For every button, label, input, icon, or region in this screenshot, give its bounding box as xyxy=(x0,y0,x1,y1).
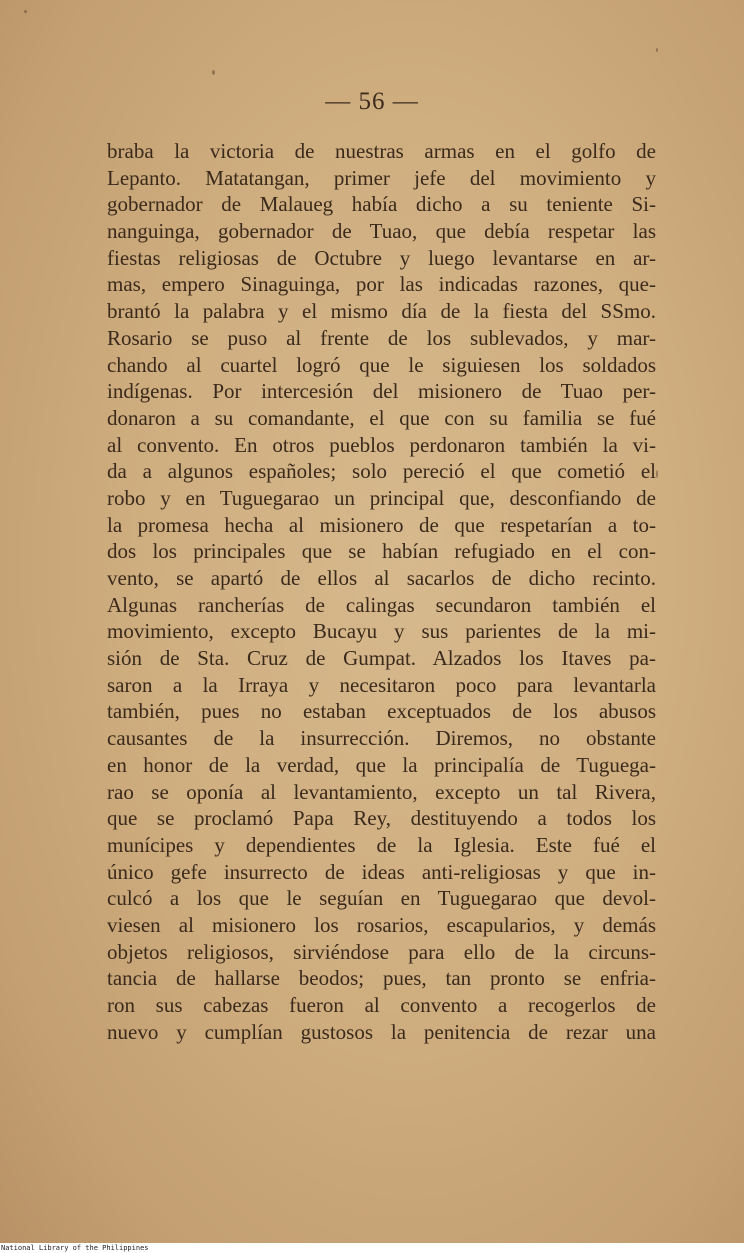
text-line: chando al cuartel logró que le siguiesen los soldados xyxy=(107,352,656,377)
text-line: vento, se apartó de ellos al sacarlos de dicho recinto. xyxy=(107,566,656,590)
text-line: nuevo y cumplían gustosos la penitencia de rezar una xyxy=(107,1019,656,1044)
text-line: saron a la Irraya y necesitaron poco para levantarla xyxy=(107,672,656,697)
text-line: objetos religiosos, sirviéndose para ello de la circuns- xyxy=(107,939,656,964)
text-line: causantes de la insurrección. Diremos, no obstante xyxy=(107,726,656,751)
text-line: la promesa hecha al misionero de que respetarían a to- xyxy=(107,512,656,537)
library-credit: National Library of the Philippines xyxy=(1,1244,149,1252)
text-line: munícipes y dependientes de la Iglesia. Este fué el xyxy=(107,832,656,857)
text-line: gobernador de Malaueg había dicho a su teniente Si- xyxy=(107,192,656,217)
text-line: Lepanto. Matatangan, primer jefe del movimiento y xyxy=(107,165,656,190)
paper-speck xyxy=(656,48,658,52)
text-line: indígenas. Por intercesión del misionero de Tuao per- xyxy=(107,379,656,404)
text-line: culcó a los que le seguían en Tuguegarao que devol- xyxy=(107,886,656,911)
text-line: Algunas rancherías de calingas secundaron también el xyxy=(107,592,656,617)
text-line: sión de Sta. Cruz de Gumpat. Alzados los Itaves pa- xyxy=(107,646,656,671)
text-line: al convento. En otros pueblos perdonaron también la vi- xyxy=(107,432,656,457)
text-line: Rosario se puso al frente de los sublevados, y mar- xyxy=(107,325,656,350)
text-line: viesen al misionero los rosarios, escapularios, y demás xyxy=(107,912,656,937)
text-line: braba la victoria de nuestras armas en el golfo de xyxy=(107,139,656,163)
paper-speck xyxy=(24,10,27,13)
text-line: robo y en Tuguegarao un principal que, desconfiando de xyxy=(107,485,656,510)
text-line: fiestas religiosas de Octubre y luego levantarse en ar- xyxy=(107,245,656,270)
text-line: brantó la palabra y el mismo día de la fiesta del SSmo. xyxy=(107,299,656,324)
paper-speck xyxy=(212,70,215,75)
text-line: da a algunos españoles; solo pereció el que cometió el xyxy=(107,459,656,484)
paper-speck xyxy=(656,470,658,478)
text-line: también, pues no estaban exceptuados de los abusos xyxy=(107,699,656,724)
text-line: nanguinga, gobernador de Tuao, que debía respetar las xyxy=(107,219,656,244)
text-line: dos los principales que se habían refugiado en el con- xyxy=(107,539,656,564)
text-line: ron sus cabezas fueron al convento a recogerlos de xyxy=(107,993,656,1017)
text-line: movimiento, excepto Bucayu y sus parientes de la mi- xyxy=(107,619,656,644)
page-number: — 56 — xyxy=(325,88,419,115)
text-line: donaron a su comandante, el que con su familia se fué xyxy=(107,405,656,430)
text-line: único gefe insurrecto de ideas anti-religiosas y que in- xyxy=(107,859,656,884)
text-line: tancia de hallarse beodos; pues, tan pronto se enfria- xyxy=(107,966,656,991)
text-line: mas, empero Sinaguinga, por las indicadas razones, que- xyxy=(107,272,656,297)
body-text xyxy=(107,138,656,1045)
text-line: que se proclamó Papa Rey, destituyendo a todos los xyxy=(107,806,656,831)
footer-bar xyxy=(0,1243,744,1253)
text-line: rao se oponía al levantamiento, excepto un tal Rivera, xyxy=(107,779,656,804)
text-line: en honor de la verdad, que la principalía de Tuguega- xyxy=(107,752,656,777)
